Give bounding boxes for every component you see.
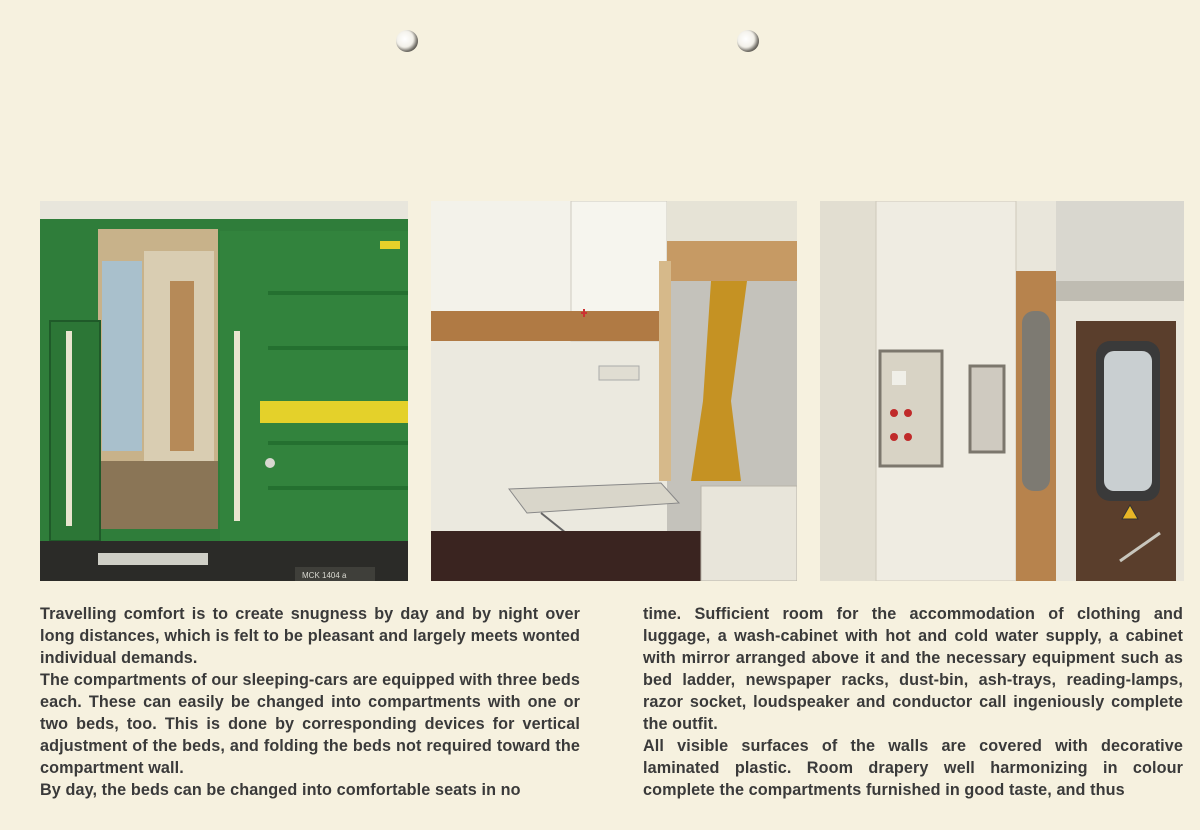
body-text-left-column: [40, 603, 580, 801]
photo-compartment-interior: [431, 201, 797, 581]
paragraph: All visible surfaces of the walls are covered with decorative laminated plastic. Room drapery well harmonizing in colour complete the compartments furnished in good taste, and thus: [643, 737, 1183, 799]
photo-corridor-cabinets: [820, 201, 1184, 581]
body-text-right-column: [643, 603, 1183, 801]
vehicle-plate-text: MCK 1404 a: [302, 571, 347, 580]
paragraph: Travelling comfort is to create snugness by day and by night over long distances, which is felt to be pleasant and largely meets wonted individual demands.: [40, 605, 580, 667]
paragraph: time. Sufficient room for the accommodation of clothing and luggage, a wash-cabinet with hot and cold water supply, a cabinet with mirror arranged above it and the necessary equipment such as bed ladder, newspaper racks, dust-bin, ash-trays, reading-lamps, razor socket, loudspeaker and conductor call ingeniously complete the outfit.: [643, 605, 1183, 733]
punch-hole-right: [737, 30, 759, 52]
photo-sleeping-car-exterior: [40, 201, 408, 581]
punch-hole-left: [396, 30, 418, 52]
paragraph: By day, the beds can be changed into comfortable seats in no: [40, 781, 521, 799]
paragraph: The compartments of our sleeping-cars are equipped with three beds each. These can easily be changed into compartments with one or two beds, too. This is done by corresponding devices for vertical adjustment of the beds, and folding the beds not required toward the compartment wall.: [40, 671, 580, 777]
